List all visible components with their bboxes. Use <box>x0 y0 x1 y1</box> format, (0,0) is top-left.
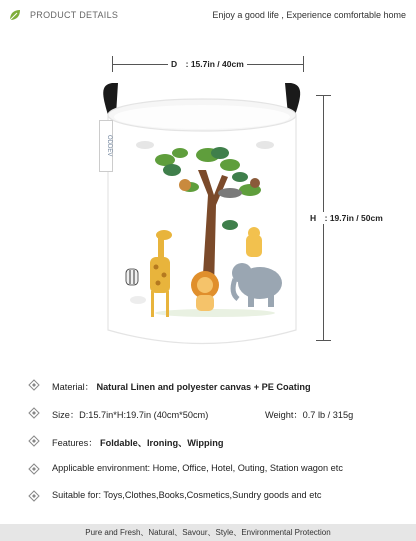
size-row <box>52 407 208 421</box>
height-bottom-tick <box>316 340 331 341</box>
suitable-value: Toys,Clothes,Books,Cosmetics,Sundry goods and etc <box>103 490 322 500</box>
weight-value: 0.7 lb / 315g <box>302 410 354 420</box>
leopard <box>246 227 262 257</box>
size-value: D:15.7in*H:19.7in (40cm*50cm) <box>79 410 209 420</box>
weight-label: Weight： <box>265 410 303 420</box>
environment-row <box>52 463 343 473</box>
diamond-bullet-icon <box>28 463 40 475</box>
tagline: Enjoy a good life , Experience comfortable home <box>212 10 406 20</box>
size-label: Size： <box>52 410 80 420</box>
product-details-heading: PRODUCT DETAILS <box>30 10 119 20</box>
diamond-bullet-icon <box>28 490 40 502</box>
environment-label: Applicable environment: <box>52 463 151 473</box>
zebra <box>126 269 138 285</box>
suitable-row <box>52 490 321 500</box>
material-value: Natural Linen and polyester canvas + PE Coating <box>96 382 311 392</box>
top-bar <box>0 0 416 30</box>
diamond-bullet-icon <box>28 379 40 391</box>
brand-tag: ODDEV <box>99 120 113 172</box>
diameter-left-tick <box>112 56 113 72</box>
suitable-label: Suitable for: <box>52 490 102 500</box>
material-row <box>52 379 311 393</box>
diameter-right-tick <box>303 56 304 72</box>
material-label: Material： <box>52 382 94 392</box>
diamond-bullet-icon <box>28 435 40 447</box>
features-label: Features： <box>52 438 98 448</box>
environment-value: Home, Office, Hotel, Outing, Station wagon etc <box>152 463 343 473</box>
height-label: H : 19.7in / 50cm <box>307 212 386 224</box>
laundry-basket-image <box>90 75 315 350</box>
diamond-bullet-icon <box>28 407 40 419</box>
diameter-label: D : 15.7in / 40cm <box>168 58 247 70</box>
leaf-icon <box>8 8 22 22</box>
footer-banner: Pure and Fresh、Natural、Savour、Style、Environmental Protection <box>0 524 416 541</box>
weight-row <box>265 407 353 421</box>
height-top-tick <box>316 95 331 96</box>
features-row <box>52 435 223 449</box>
features-value: Foldable、Ironing、Wipping <box>100 438 224 448</box>
